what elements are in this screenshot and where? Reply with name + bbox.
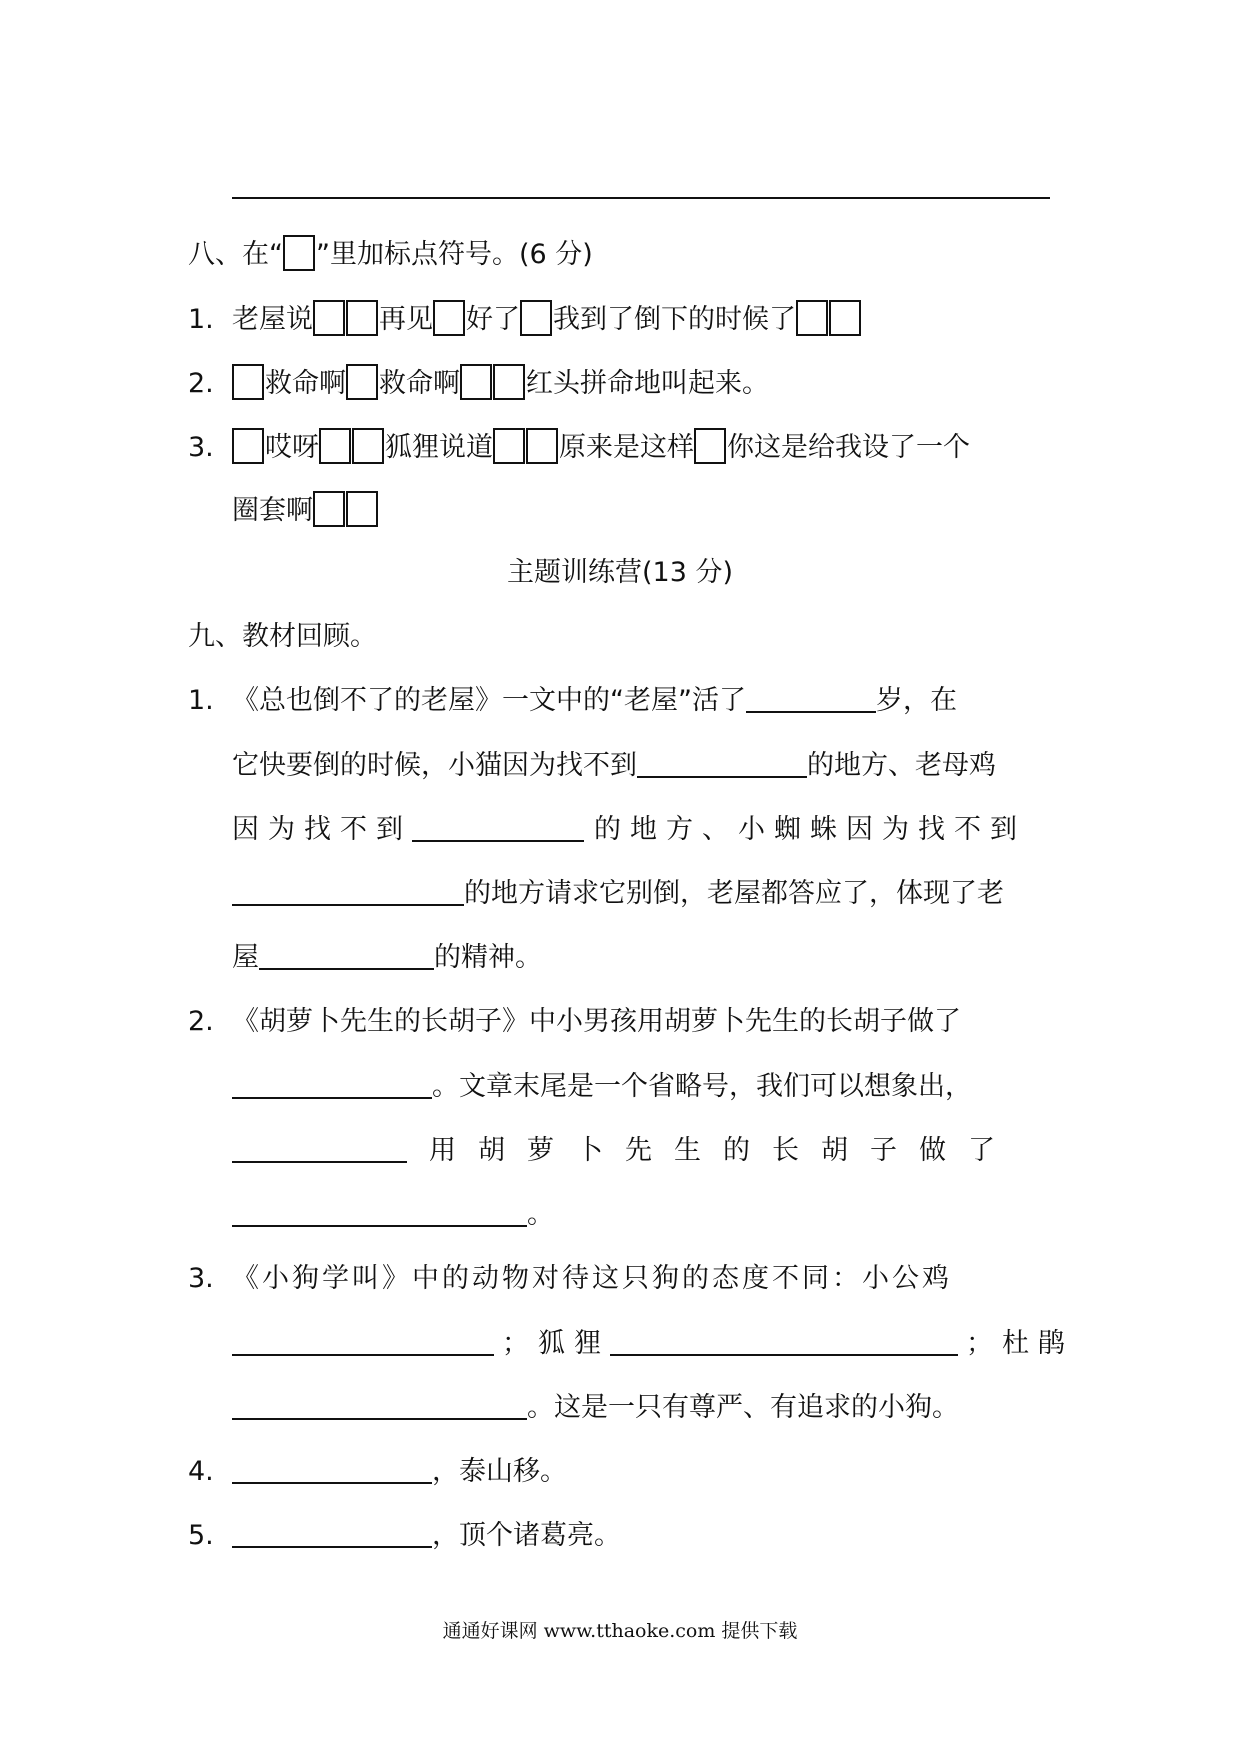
answer-box[interactable]: [352, 428, 384, 464]
answer-box[interactable]: [493, 428, 525, 464]
blank-line[interactable]: [232, 1392, 527, 1420]
answer-box[interactable]: [433, 300, 465, 336]
blank-line[interactable]: [637, 750, 807, 778]
section-8-title: 八、在“ ”里加标点符号。(6 分): [188, 235, 593, 272]
question-9-1: 1. 《总也倒不了的老屋》一文中的“老屋”活了 岁，在: [188, 685, 957, 716]
question-9-1-line5: 屋 的精神。: [232, 942, 542, 973]
answer-box[interactable]: [319, 428, 351, 464]
answer-box[interactable]: [460, 364, 492, 400]
top-rule: [232, 197, 1050, 199]
answer-box[interactable]: [526, 428, 558, 464]
blank-line[interactable]: [232, 1199, 527, 1227]
answer-box[interactable]: [520, 300, 552, 336]
blank-line[interactable]: [259, 942, 434, 970]
question-9-3-line3: 。这是一只有尊严、有追求的小狗。: [232, 1391, 959, 1425]
answer-box[interactable]: [346, 491, 378, 527]
answer-box[interactable]: [829, 300, 861, 336]
blank-line[interactable]: [232, 1071, 432, 1099]
question-9-5: 5. ，顶个诸葛亮。: [188, 1520, 621, 1551]
question-8-3-cont: 圈套啊: [232, 491, 379, 528]
blank-line[interactable]: [232, 878, 464, 906]
answer-box[interactable]: [346, 364, 378, 400]
question-8-3: 3. 哎呀 狐狸说道 原来是这样 你这是给我设了一个: [188, 428, 970, 465]
answer-box[interactable]: [346, 300, 378, 336]
blank-line[interactable]: [232, 1135, 407, 1163]
answer-box[interactable]: [694, 428, 726, 464]
question-9-2-line2: 。文章末尾是一个省略号，我们可以想象出，: [232, 1070, 972, 1104]
answer-box[interactable]: [232, 428, 264, 464]
question-9-2-line4: 。: [232, 1198, 554, 1232]
blank-line[interactable]: [412, 814, 584, 842]
question-9-3: 3. 《小狗学叫》中的动物对待这只狗的态度不同：小公鸡: [188, 1263, 952, 1294]
section-heading: 主题训练营(13 分): [506, 557, 733, 588]
blank-line[interactable]: [746, 685, 876, 713]
footer-source: 通通好课网 www.tthaoke.com 提供下载: [442, 1620, 798, 1642]
answer-box[interactable]: [283, 235, 315, 271]
question-9-1-line4: 的地方请求它别倒，老屋都答应了，体现了老: [232, 877, 1004, 911]
blank-line[interactable]: [232, 1328, 494, 1356]
blank-line[interactable]: [232, 1456, 432, 1484]
blank-line[interactable]: [232, 1520, 432, 1548]
question-9-4: 4. ，泰山移。: [188, 1456, 567, 1487]
question-8-2: 2. 救命啊 救命啊 红头拼命地叫起来。: [188, 364, 769, 401]
answer-box[interactable]: [313, 300, 345, 336]
question-9-2: 2. 《胡萝卜先生的长胡子》中小男孩用胡萝卜先生的长胡子做了: [188, 1006, 961, 1037]
question-9-1-line3: 因为找不到 的地方、小蜘蛛因为找不到: [232, 814, 1026, 845]
question-9-1-line2: 它快要倒的时候，小猫因为找不到 的地方、老母鸡: [232, 750, 996, 781]
answer-box[interactable]: [493, 364, 525, 400]
question-9-2-line3: 用胡萝卜先生的长胡子做了: [232, 1134, 1017, 1168]
question-9-3-line2: ；狐狸 ；杜鹃: [232, 1327, 1074, 1361]
blank-line[interactable]: [610, 1328, 958, 1356]
answer-box[interactable]: [232, 364, 264, 400]
answer-box[interactable]: [313, 491, 345, 527]
section-9-title: 九、教材回顾。: [188, 621, 377, 652]
question-8-1: 1. 老屋说 再见 好了 我到了倒下的时候了: [188, 300, 862, 337]
answer-box[interactable]: [796, 300, 828, 336]
